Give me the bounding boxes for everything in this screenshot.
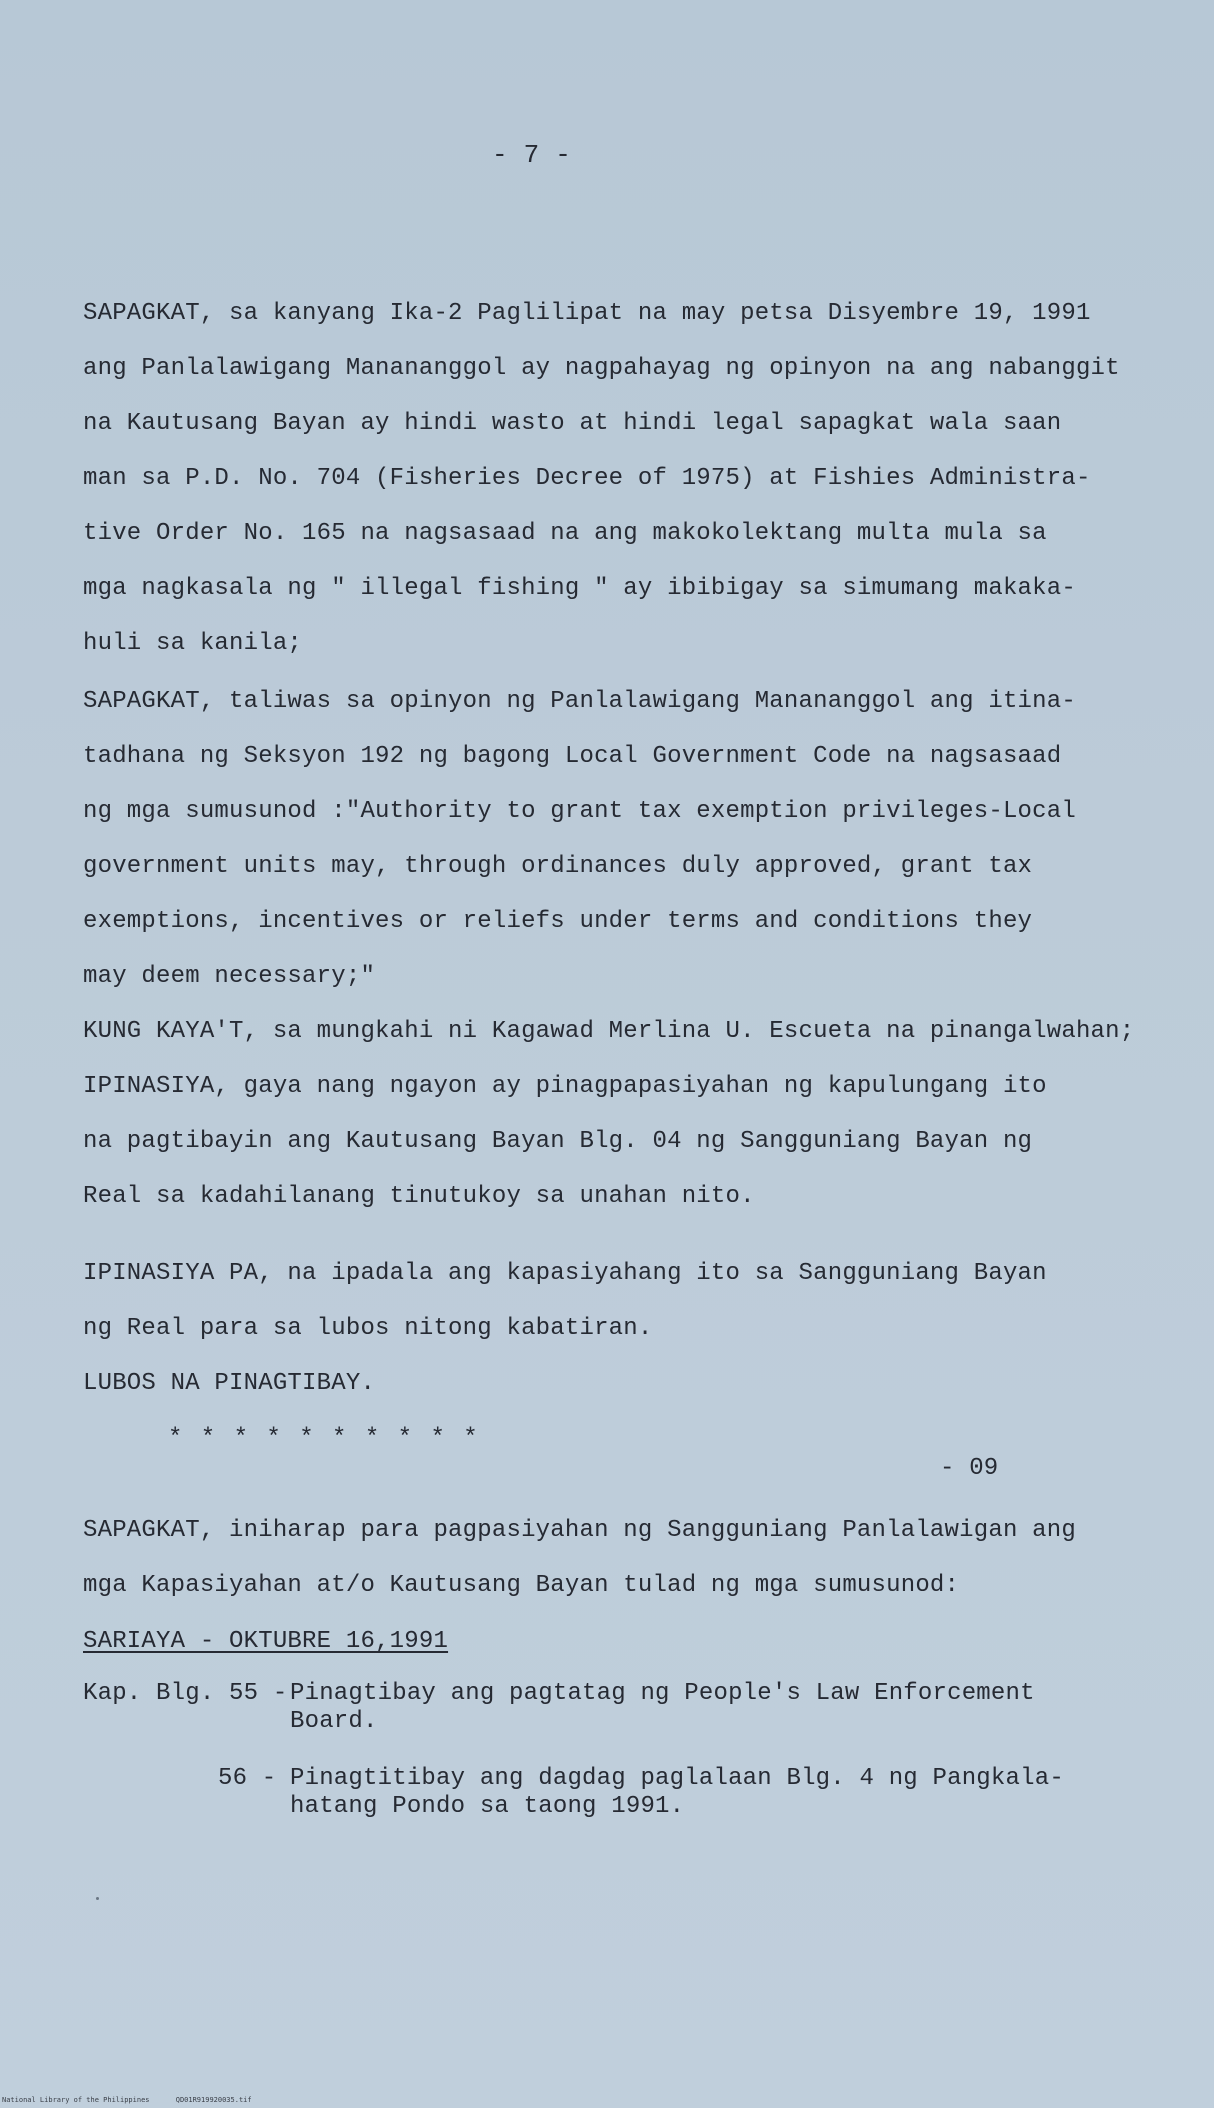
body-line: tive Order No. 165 na nagsasaad na ang makokolektang multa mula sa <box>83 520 1047 547</box>
body-line: government units may, through ordinances duly approved, grant tax <box>83 853 1033 880</box>
body-line: IPINASIYA, gaya nang ngayon ay pinagpapasiyahan ng kapulungang ito <box>83 1073 1047 1100</box>
section-code: - 09 <box>940 1455 999 1482</box>
item-prefix: 56 - <box>218 1765 277 1792</box>
body-line: mga Kapasiyahan at/o Kautusang Bayan tulad ng mga sumusunod: <box>83 1572 960 1599</box>
scan-footer <box>2 2096 274 2104</box>
footer-filename: QD01R919920035.tif <box>175 2096 252 2104</box>
item-prefix: Kap. Blg. 55 - <box>83 1680 288 1707</box>
separator: * * * * * * * * * * <box>168 1425 480 1452</box>
body-line: LUBOS NA PINAGTIBAY. <box>83 1370 376 1397</box>
body-line: SAPAGKAT, sa kanyang Ika-2 Paglilipat na may petsa Disyembre 19, 1991 <box>83 300 1091 327</box>
body-line: ng Real para sa lubos nitong kabatiran. <box>83 1315 653 1342</box>
body-line: ang Panlalawigang Manananggol ay nagpahayag ng opinyon na ang nabanggit <box>83 355 1120 382</box>
footer-library: National Library of the Philippines <box>2 2096 150 2104</box>
body-line: mga nagkasala ng " illegal fishing " ay ibibigay sa simumang makaka- <box>83 575 1076 602</box>
item-line: Board. <box>290 1708 378 1735</box>
item-line: Pinagtibay ang pagtatag ng People's Law Enforcement <box>290 1680 1035 1707</box>
body-line: na pagtibayin ang Kautusang Bayan Blg. 04 ng Sangguniang Bayan ng <box>83 1128 1033 1155</box>
body-line: KUNG KAYA'T, sa mungkahi ni Kagawad Merlina U. Escueta na pinangalwahan; <box>83 1018 1135 1045</box>
body-line: exemptions, incentives or reliefs under terms and conditions they <box>83 908 1033 935</box>
page-number: - 7 - <box>492 140 572 170</box>
body-line: SAPAGKAT, taliwas sa opinyon ng Panlalawigang Manananggol ang itina- <box>83 688 1076 715</box>
item-line: Pinagtitibay ang dagdag paglalaan Blg. 4 ng Pangkala- <box>290 1765 1064 1792</box>
body-line: tadhana ng Seksyon 192 ng bagong Local Government Code na nagsasaad <box>83 743 1062 770</box>
body-line: huli sa kanila; <box>83 630 303 657</box>
item-line: hatang Pondo sa taong 1991. <box>290 1793 685 1820</box>
section-heading: SARIAYA - OKTUBRE 16,1991 <box>83 1628 449 1655</box>
body-line: Real sa kadahilanang tinutukoy sa unahan nito. <box>83 1183 755 1210</box>
body-line: ng mga sumusunod :"Authority to grant tax exemption privileges-Local <box>83 798 1076 825</box>
body-line: may deem necessary;" <box>83 963 376 990</box>
body-line: SAPAGKAT, iniharap para pagpasiyahan ng Sangguniang Panlalawigan ang <box>83 1517 1076 1544</box>
body-line: na Kautusang Bayan ay hindi wasto at hindi legal sapagkat wala saan <box>83 410 1062 437</box>
body-line: IPINASIYA PA, na ipadala ang kapasiyahang ito sa Sangguniang Bayan <box>83 1260 1047 1287</box>
scan-speck <box>96 1897 99 1900</box>
body-line: man sa P.D. No. 704 (Fisheries Decree of 1975) at Fishies Administra- <box>83 465 1091 492</box>
